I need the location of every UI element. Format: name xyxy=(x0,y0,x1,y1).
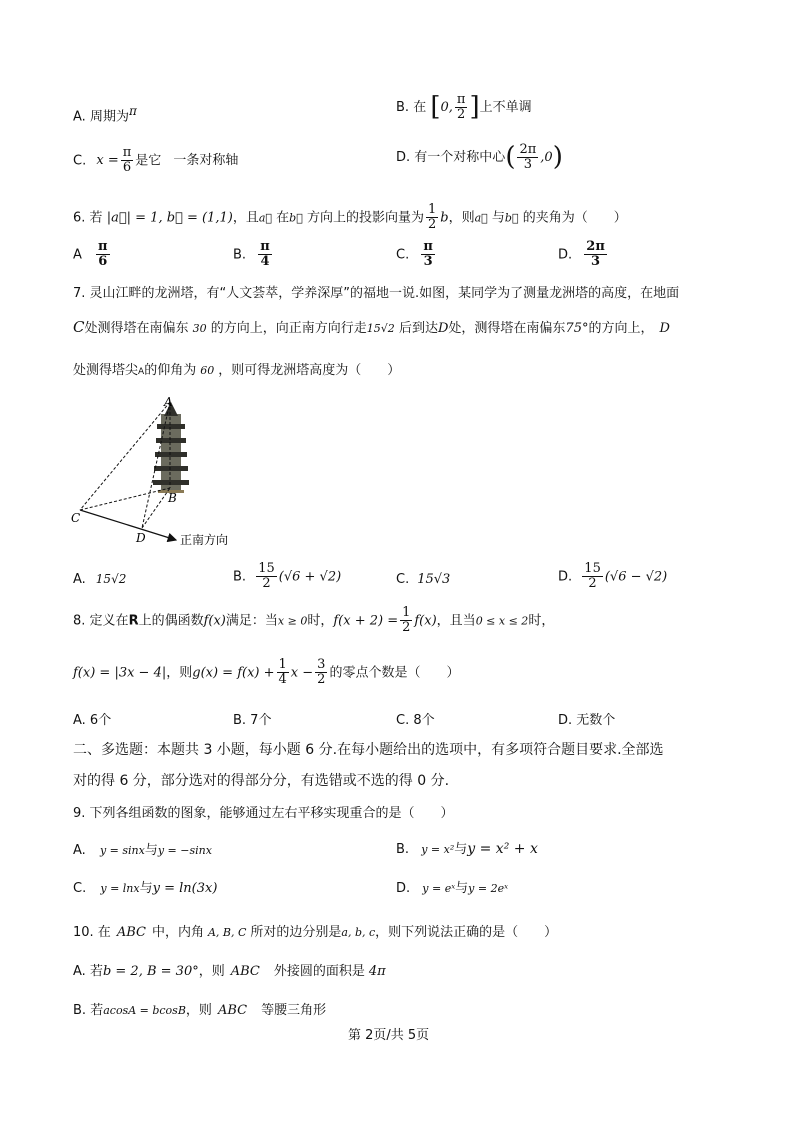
option-label: D. xyxy=(396,150,411,166)
line-db xyxy=(142,488,170,528)
option-text: 在 xyxy=(413,100,427,116)
q6-stem: 6. 若 |a⃗| = 1, b⃗ = (1,1)，且a⃗ 在b⃗ 方向上的投影向量为 $\frac{1}{2}$ b，则a⃗ 与b⃗ 的夹角为（ ） xyxy=(73,202,627,233)
q6-option-a: A $\frac{\pi}{6}$ xyxy=(73,239,108,270)
q6-option-b: B. $\frac{\pi}{4}$ xyxy=(233,239,270,270)
q9-option-c: C. y = lnx与y = ln(3x) xyxy=(73,881,218,896)
q9-option-d: D. y = eˣ与y = 2eˣ xyxy=(396,881,508,896)
label-b: B xyxy=(168,491,177,505)
option-text: 一条对称轴 xyxy=(173,153,239,169)
q8-option-a: A. 6个 xyxy=(73,713,112,728)
section2-line2: 对的得 6 分，部分选对的得部分分，有选错或不选的得 0 分. xyxy=(73,773,450,789)
q8-line1: 8. 定义在R上的偶函数f(x)满足：当x ≥ 0时，f(x + 2) = $\frac{1}{2}$ f(x)，且当0 ≤ x ≤ 2时， xyxy=(73,605,555,636)
q5-option-c: C. x = $\frac{\pi}{6}$ 是它 一条对称轴 xyxy=(73,145,239,176)
q8-option-b: B. 7个 xyxy=(233,713,272,728)
q9-stem: 9. 下列各组函数的图象，能够通过左右平移实现重合的是（ ） xyxy=(73,806,454,821)
q7-line2: C处测得塔在南偏东 30 的方向上，向正南方向行走15√2 后到达D处，测得塔在南偏东75°的方向上， D xyxy=(73,318,670,336)
q7-option-d: D. $\frac{15}{2}$ (√6 − √2) xyxy=(558,561,668,592)
q7-option-a: A. 15√2 xyxy=(73,572,127,587)
section2-line1: 二、多选题：本题共 3 小题，每小题 6 分.在每小题给出的选项中，有多项符合题目要求.全部选 xyxy=(73,742,664,758)
option-text: 周期为 xyxy=(89,109,129,125)
label-a: A xyxy=(164,395,173,409)
south-direction-arrow xyxy=(80,510,176,540)
option-text: 有一个对称中心 xyxy=(414,150,506,166)
q8-line2: f(x) = |3x − 4|，则g(x) = f(x) + $\frac{1}{4}$ x − $\frac{3}{2}$ 的零点个数是（ ） xyxy=(73,657,460,688)
label-c: C xyxy=(71,511,81,525)
q10-option-b: B. 若acosA = bcosB，则 ABC 等腰三角形 xyxy=(73,1003,327,1018)
q10-option-a: A. 若b = 2, B = 30°，则 ABC 外接圆的面积是 4π xyxy=(73,964,386,979)
option-label: C. xyxy=(73,153,87,169)
option-label: A. xyxy=(73,109,86,125)
q7-option-c: C. 15√3 xyxy=(396,572,451,587)
q9-option-a: A. y = sinx与y = −sinx xyxy=(73,843,212,858)
q9-option-b: B. y = x²与y = x² + x xyxy=(396,841,538,857)
q8-option-c: C. 8个 xyxy=(396,713,435,728)
tower-figure xyxy=(68,392,258,552)
q5-option-a: A. 周期为π xyxy=(73,104,137,125)
q7-option-b: B. $\frac{15}{2}$ (√6 + √2) xyxy=(233,561,342,592)
q6-option-d: D. $\frac{2\pi}{3}$ xyxy=(558,239,605,270)
q10-stem: 10. 在 ABC 中，内角 A, B, C 所对的边分别是a, b, c，则下列说法正确的是（ ） xyxy=(73,925,558,940)
q5-option-d: D. 有一个对称中心( $\frac{2\pi}{3}$ ,0) xyxy=(396,141,563,173)
option-label: B. xyxy=(396,100,410,116)
q8-option-d: D. 无数个 xyxy=(558,713,616,728)
q7-line3: 处测得塔尖A的仰角为 60 ，则可得龙洲塔高度为（ ） xyxy=(73,363,401,378)
q5-option-b: B. 在 [0, $\frac{\pi}{2}$ ]上不单调 xyxy=(396,91,532,123)
label-d: D xyxy=(136,531,146,545)
south-direction-label: 正南方向 xyxy=(180,533,229,547)
q6-option-c: C. $\frac{\pi}{3}$ xyxy=(396,239,433,270)
option-text: 是它 xyxy=(135,153,162,169)
q7-line1: 7. 灵山江畔的龙洲塔，有“人文荟萃，学养深厚”的福地一说.如图，某同学为了测量龙洲塔的高度，在地面 xyxy=(73,286,680,301)
page-footer: 第 2页/共 5页 xyxy=(348,1028,430,1043)
option-text: 上不单调 xyxy=(479,100,532,116)
